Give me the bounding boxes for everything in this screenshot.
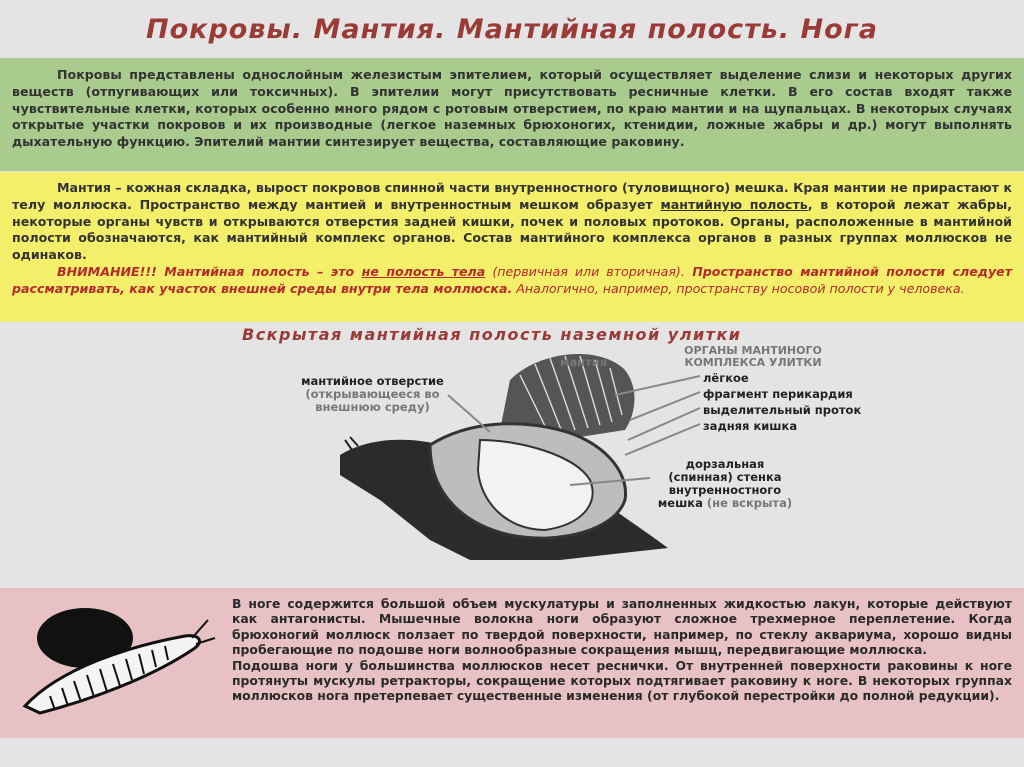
mantle-label: мантия bbox=[560, 355, 608, 369]
warning-paren: (первичная или вторичная). bbox=[485, 263, 685, 279]
snail-sole-illustration bbox=[10, 598, 225, 720]
dorsal-line-3: внутренностного bbox=[668, 483, 782, 497]
organs-heading bbox=[668, 345, 838, 369]
page-title: Покровы. Мантия. Мантийная полость. Нога bbox=[145, 14, 879, 45]
warning-negation: не полость тела bbox=[361, 263, 486, 279]
mantle-text-2: , в которой лежат жабры, некоторые органы чувств и открываются отверстия задней кишки, почек и половых протоков. Органы, расположенные в мантийной полости обозначаются, как мантийный комплекс органов. Состав мантийного комплекса органов в разных группах моллюсков не одинаков. bbox=[12, 196, 1013, 263]
dorsal-line-4 bbox=[650, 497, 800, 510]
organ-pericardium: фрагмент перикардия bbox=[703, 387, 853, 401]
organs-heading-line-1: ОРГАНЫ МАНТИНОГО bbox=[684, 344, 822, 357]
dorsal-line-4-text: мешка bbox=[657, 496, 703, 510]
mantle-text-1: Мантия – кожная складка, вырост покровов спинной части внутренностного (туловищного) мешка. Края мантии не прирастают к телу моллюска. Пространство между мантией и внутренностным мешком образует bbox=[12, 180, 1012, 212]
warning-bold: Пространство мантийной полости следует рассматривать, как участок внешней среды внутри тела моллюска. bbox=[12, 263, 1012, 296]
figure-caption: Вскрытая мантийная полость наземной улитки bbox=[242, 325, 742, 344]
dorsal-wall-label bbox=[650, 458, 800, 510]
dorsal-line-1: дорзальная bbox=[685, 457, 765, 471]
organ-excretory-duct: выделительный проток bbox=[703, 403, 862, 417]
organ-hindgut: задняя кишка bbox=[703, 419, 798, 433]
foot-paragraph-1: В ноге содержится большой объем мускулатуры и заполненных жидкостью лакун, которые действуют как антагонисты. Мышечные волокна ноги образуют сложное трехмерное переплетение. Когда брюхоногий моллюск ползает по твердой поверхности, например, по стеклу аквариума, хорошо видны пробегающие по подошве ноги волнообразные сокращения мышц, передвигающие моллюска. bbox=[232, 596, 1012, 658]
dorsal-line-2: (спинная) стенка bbox=[668, 470, 782, 484]
organs-heading-line-2: КОМПЛЕКСА УЛИТКИ bbox=[684, 356, 822, 369]
dorsal-note: (не вскрыта) bbox=[706, 496, 793, 510]
warning-end: Аналогично, например, пространству носовой полости у человека. bbox=[512, 280, 965, 296]
mantle-cavity-term: мантийную полость bbox=[660, 196, 808, 212]
mantle-opening-text: мантийное отверстие bbox=[301, 374, 444, 388]
organ-lung: лёгкое bbox=[703, 371, 749, 385]
covers-text: Покровы представлены однослойным железистым эпителием, который осуществляет выделение слизи и некоторых других веществ (отпугивающих или токсичных). В эпителии могут присутствовать ресничные клетки. В его состав входят также чувствительные клетки, которых особенно много рядом с ротовым отверстием, по краю мантии и на щупальцах. В некоторых случаях открытые участки покровов и их производные (легкое наземных брюхоногих, ктенидии, ложные жабры и др.) могут выполнять дыхательную функцию. Эпителий мантии синтезирует вещества, составляющие раковину. bbox=[12, 67, 1012, 150]
mantle-opening-note: (открывающееся во внешнюю среду) bbox=[305, 387, 440, 414]
mantle-opening-label bbox=[290, 375, 455, 414]
foot-paragraph-2: Подошва ноги у большинства моллюсков несет реснички. От внутренней поверхности раковины к ноге протянуты мускулы ретракторы, сокращение которых подтягивает раковину к ноге. В некоторых группах моллюсков нога претерпевает существенные изменения (от глубокой перестройки до полной редукции). bbox=[232, 657, 1012, 704]
warning-lead: ВНИМАНИЕ!!! Мантийная полость – это bbox=[57, 263, 362, 279]
organs-list bbox=[703, 370, 861, 434]
